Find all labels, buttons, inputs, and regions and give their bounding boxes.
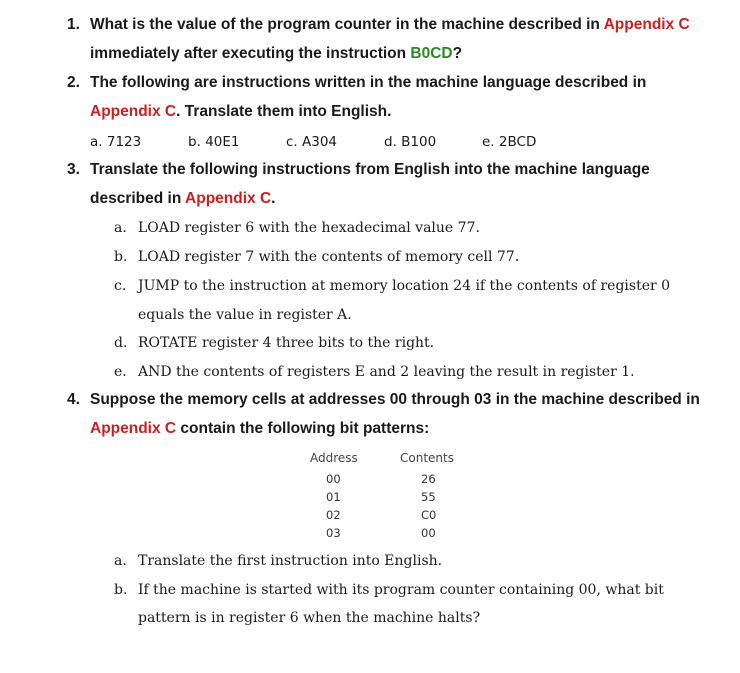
text-fragment: ? <box>452 45 463 62</box>
sub-item-label: e. <box>114 364 127 380</box>
question-text-line-1: Translate the following instructions from English into the machine language <box>90 161 650 178</box>
sub-item-text: Translate the first instruction into English. <box>138 553 443 569</box>
table-cell-contents: 55 <box>421 490 436 504</box>
option-label: c. <box>286 134 298 150</box>
table-header-address: Address <box>310 451 358 465</box>
question-text-line-2 <box>90 101 391 123</box>
question-number: 3. <box>67 161 80 178</box>
text-fragment: immediately after executing the instruction <box>90 45 411 62</box>
sub-item-label: a. <box>114 553 127 569</box>
option-label: b. <box>188 134 201 150</box>
question-text-line-1: The following are instructions written in the machine language described in <box>90 74 647 91</box>
option-label: e. <box>482 134 495 150</box>
table-cell-address: 01 <box>326 490 341 504</box>
text-fragment: . Translate them into English. <box>176 103 392 120</box>
sub-item-label: c. <box>114 278 127 294</box>
option-value: A304 <box>302 134 338 150</box>
sub-item-text: If the machine is started with its program counter containing 00, what bit <box>138 582 664 598</box>
sub-item-text: pattern is in register 6 when the machine halts? <box>138 610 481 626</box>
table-cell-address: 03 <box>326 526 341 540</box>
sub-item-text: equals the value in register A. <box>138 307 352 323</box>
option-value: 40E1 <box>205 134 240 150</box>
option-label: a. <box>90 134 103 150</box>
sub-item-label: a. <box>114 220 127 236</box>
question-text-line-2 <box>90 43 462 65</box>
text-fragment: What is the value of the program counter in the machine described in <box>90 16 604 33</box>
sub-item-text: LOAD register 6 with the hexadecimal value 77. <box>138 220 480 236</box>
table-cell-address: 02 <box>326 508 341 522</box>
question-text-line-1 <box>90 14 690 36</box>
table-cell-contents: 00 <box>421 526 436 540</box>
option-c <box>286 133 337 151</box>
option-label: d. <box>384 134 397 150</box>
option-e <box>482 133 536 151</box>
appendix-reference: Appendix C <box>90 103 177 120</box>
text-fragment: . <box>271 190 276 207</box>
question-number: 1. <box>67 16 80 33</box>
sub-item-text: ROTATE register 4 three bits to the right. <box>138 335 435 351</box>
option-value: 7123 <box>106 134 142 150</box>
text-fragment: described in <box>90 190 186 207</box>
sub-item-label: b. <box>114 249 128 265</box>
option-b <box>188 133 239 151</box>
table-cell-address: 00 <box>326 472 341 486</box>
question-number: 4. <box>67 391 80 408</box>
sub-item-label: d. <box>114 335 128 351</box>
appendix-reference: Appendix C <box>185 190 272 207</box>
option-value: 2BCD <box>498 134 537 150</box>
table-header-contents: Contents <box>400 451 454 465</box>
option-a <box>90 133 141 151</box>
sub-item-text: LOAD register 7 with the contents of memory cell 77. <box>138 249 520 265</box>
table-cell-contents: 26 <box>421 472 436 486</box>
question-text-line-2 <box>90 188 275 210</box>
appendix-reference: Appendix C <box>90 420 177 437</box>
question-text-line-1: Suppose the memory cells at addresses 00 through 03 in the machine described in <box>90 391 700 408</box>
instruction-code: B0CD <box>410 45 453 62</box>
sub-item-text: JUMP to the instruction at memory location 24 if the contents of register 0 <box>138 278 671 294</box>
table-cell-contents: C0 <box>421 508 437 522</box>
text-fragment: contain the following bit patterns: <box>176 420 430 437</box>
sub-item-label: b. <box>114 582 128 598</box>
appendix-reference: Appendix C <box>603 16 690 33</box>
option-d <box>384 133 436 151</box>
question-number: 2. <box>67 74 80 91</box>
question-text-line-2 <box>90 418 429 440</box>
option-value: B100 <box>401 134 437 150</box>
sub-item-text: AND the contents of registers E and 2 leaving the result in register 1. <box>138 364 635 380</box>
